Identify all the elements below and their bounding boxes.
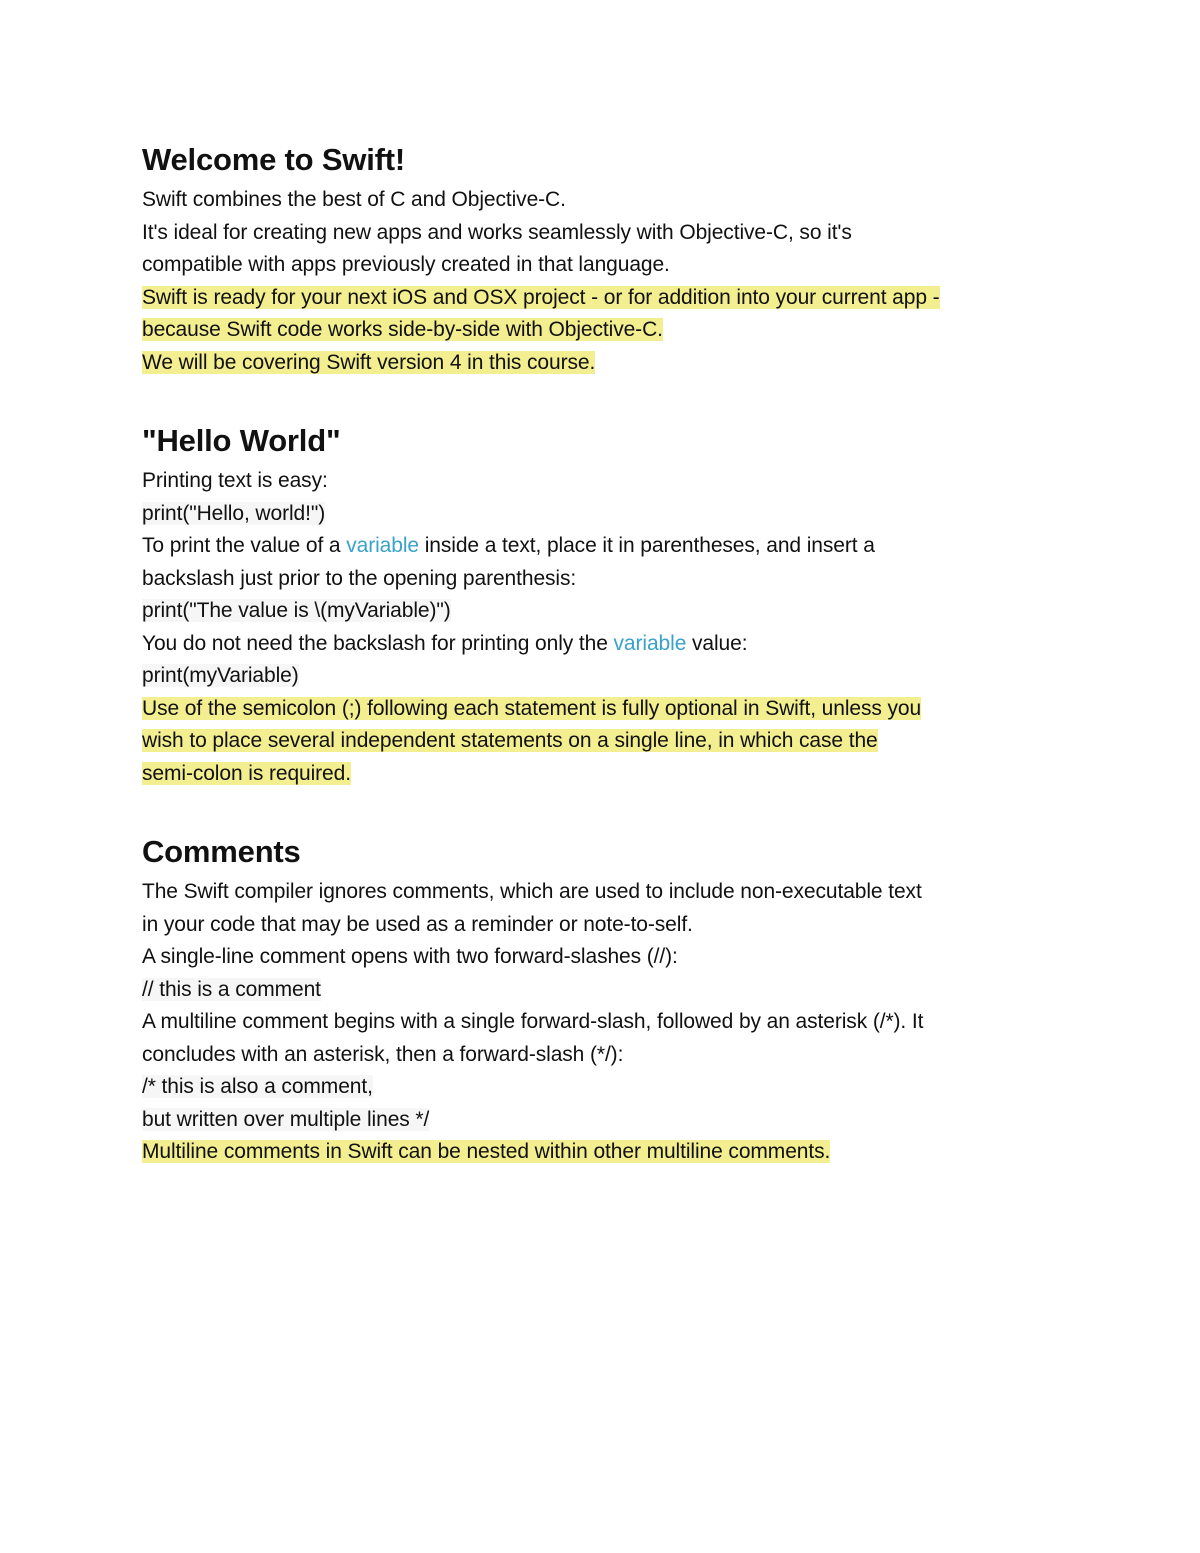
comments-code-2-text: /* this is also a comment, bbox=[142, 1075, 373, 1098]
comments-code-2 bbox=[142, 1071, 1082, 1104]
welcome-highlight-2 bbox=[142, 314, 1082, 347]
comments-heading: Comments bbox=[142, 834, 301, 869]
hello-line-3: backslash just prior to the opening parenthesis: bbox=[142, 566, 577, 590]
welcome-section bbox=[142, 140, 1082, 379]
hello-code-1 bbox=[142, 498, 1082, 531]
comments-line-4: A multiline comment begins with a single forward-slash, followed by an asterisk (/*). It bbox=[142, 1010, 924, 1033]
hello-code-1-text: print("Hello, world!") bbox=[142, 501, 326, 525]
section-spacer bbox=[142, 790, 1082, 832]
document-page bbox=[142, 140, 1082, 1169]
welcome-highlight-3-text: We will be covering Swift version 4 in this course. bbox=[142, 350, 596, 374]
hello-line-2 bbox=[142, 530, 1082, 563]
hello-code-2 bbox=[142, 595, 1082, 628]
welcome-line-1: Swift combines the best of C and Objective-C. bbox=[142, 188, 566, 211]
hello-code-2-text: print("The value is \(myVariable)") bbox=[142, 599, 451, 622]
comments-section bbox=[142, 832, 1082, 1169]
variable-link[interactable]: variable bbox=[346, 534, 419, 557]
welcome-highlight-1 bbox=[142, 282, 1082, 315]
hello-line-4 bbox=[142, 628, 1082, 661]
hello-line-2-before: To print the value of a bbox=[142, 534, 347, 557]
hello-world-heading: "Hello World" bbox=[142, 423, 341, 458]
comments-line-5: concludes with an asterisk, then a forward-slash (*/): bbox=[142, 1042, 624, 1066]
welcome-line-3: compatible with apps previously created in that language. bbox=[142, 253, 670, 276]
hello-highlight-1 bbox=[142, 693, 1082, 726]
hello-highlight-3 bbox=[142, 758, 1082, 791]
hello-code-3 bbox=[142, 660, 1082, 693]
comments-line-3: A single-line comment opens with two forward-slashes (//): bbox=[142, 945, 678, 968]
welcome-highlight-3 bbox=[142, 347, 1082, 380]
hello-line-4-after: value: bbox=[686, 631, 748, 655]
hello-highlight-3-text: semi-colon is required. bbox=[142, 761, 351, 785]
comments-code-3 bbox=[142, 1104, 1082, 1137]
welcome-heading: Welcome to Swift! bbox=[142, 142, 405, 177]
welcome-line-2: It's ideal for creating new apps and works seamlessly with Objective-C, so it's bbox=[142, 220, 852, 244]
hello-highlight-2-text: wish to place several independent statements on a single line, in which case the bbox=[142, 729, 878, 752]
hello-line-2-after: inside a text, place it in parentheses, and insert a bbox=[418, 534, 875, 557]
hello-world-section bbox=[142, 421, 1082, 790]
comments-highlight-1-text: Multiline comments in Swift can be nested within other multiline comments. bbox=[142, 1140, 831, 1163]
comments-code-1-text: // this is a comment bbox=[142, 977, 321, 1001]
comments-code-1 bbox=[142, 974, 1082, 1007]
hello-line-4-before: You do not need the backslash for printing only the bbox=[142, 631, 614, 655]
comments-highlight-1 bbox=[142, 1136, 1082, 1169]
hello-line-1: Printing text is easy: bbox=[142, 469, 328, 492]
variable-link[interactable]: variable bbox=[613, 631, 687, 655]
hello-highlight-2 bbox=[142, 725, 1082, 758]
section-spacer bbox=[142, 379, 1082, 421]
hello-code-3-text: print(myVariable) bbox=[142, 664, 299, 687]
comments-code-3-text: but written over multiple lines */ bbox=[142, 1107, 430, 1131]
comments-line-1: The Swift compiler ignores comments, which are used to include non-executable text bbox=[142, 880, 922, 903]
welcome-highlight-1-text: Swift is ready for your next iOS and OSX project - or for addition into your current app - bbox=[142, 285, 940, 309]
welcome-highlight-2-text: because Swift code works side-by-side with Objective-C. bbox=[142, 318, 663, 341]
hello-highlight-1-text: Use of the semicolon (;) following each statement is fully optional in Swift, unless you bbox=[142, 696, 922, 720]
comments-line-2: in your code that may be used as a reminder or note-to-self. bbox=[142, 912, 693, 936]
